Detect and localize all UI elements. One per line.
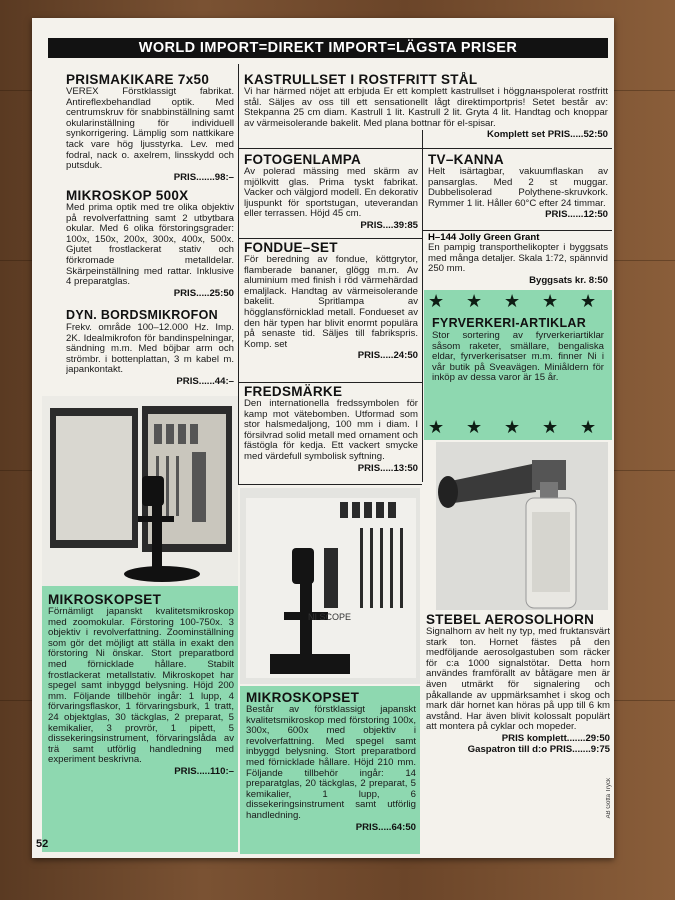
- tvkanna-body: Helt isärtagbar, vakuumflaskan av pansarglas. Med 2 st muggar. Dubbelisolerad Polythene-skruvkork. Rymmer 1 lit. Håller 60°C efter 24 timmar.: [428, 166, 608, 209]
- bordsmikrofon-price: PRIS......44:–: [176, 375, 234, 387]
- prismakikare-price: PRIS.......98:–: [173, 171, 234, 183]
- star-icon: ★: [504, 291, 521, 311]
- mikroskopset-mid-title: MIKROSKOPSET: [246, 690, 360, 705]
- mikroskopset-mid-ad: [246, 690, 416, 852]
- fredsmarke-price: PRIS.....13:50: [357, 462, 418, 474]
- fyrverkeri-ad: [432, 316, 604, 416]
- fotogenlampa-ad: [244, 152, 418, 238]
- kastrullset-body: Vi har härmed nöjet att erbjuda Er ett komplett kastrullset i höggланspolerat rostfritt stål. Säljes av oss till ett sensationellt lågt direktimportpris! Setet består av: Stekpanna 25 cm diam. Kastrull 1 lit. Kastrull 2 lit. Gryta 4 lit. Handtag och knoppar av värmeisolerande bakelit. Med plana bottnar för el-spisar.: [244, 86, 608, 129]
- column-divider: [422, 130, 423, 482]
- star-icon: ★: [580, 291, 597, 311]
- mikroskop500x-ad: [66, 188, 234, 308]
- page-number: 52: [36, 838, 49, 850]
- kastrullset-price: Komplett set PRIS.....52:50: [486, 129, 608, 141]
- star-icon: ★: [466, 417, 483, 437]
- star-icon: ★: [580, 417, 597, 437]
- gaspatron-price: Gaspatron till d:o PRIS.......9:75: [467, 743, 610, 755]
- mikroskop500x-price: PRIS.....25:50: [173, 287, 234, 299]
- column-divider: [238, 64, 239, 484]
- mikroskopset-left-body: Förnämligt japanskt kvalitetsmikroskop med zoomokular. Förstoring 100-750x. 3 objektiv i revolverfattning. Zoominställning som gör det möjligt att ställa in exakt den förstoring Ni önskar. Stort preparatbord med förnicklade hållare. Stabilt frostlackerat metallstativ. Mikroskopet har spegel samt inbyggd belysning. Höjd 200 mm. Följande tillbehör ingår: 1 lupp, 4 förvaringsflaskor, 1 förvaringsburk, 1 tratt, 24 objektglas, 30 täckglas, 2 preparat, 5 kemikalier, 3 provrör, 1 pipett, 5 dissekeringsinstrument, förvaringslåda av trä samt utförlig handledning med experiment beskrivna.: [48, 606, 234, 766]
- aerosolhorn-title: STEBEL AEROSOLHORN: [426, 612, 595, 627]
- microscope-set-photo: [240, 488, 420, 684]
- mikroskopset-mid-body: Består av förstklassigt japanskt kvalitetsmikroskop med förstoring 100x, 300x, 600x med objektiv i revolverfattning. Med spegel samt inbyggd belysning. Stort preparatbord med förnicklade hållare. Höjd 210 mm. Följande tillbehör ingår: 14 preparatglas, 20 täckglas, 2 preparat, 5 kemikalier, 1 lupp, 6 dissekeringsinstrument samt utförlig handledning.: [246, 704, 416, 821]
- aerosolhorn-body: Signalhorn av helt ny typ, med fruktansvärt stark ton. Hornet fästes på den medföljande aerosolgastuben som räcker för c:a 1000 signalstötar. Detta horn användes framförallt av båtägare men är även utmärkt för signalering och påkallande av uppmärksamhet i skog och mark där hornet kan höras på upp till 6 km avstånd. Har även blivit kolossalt populärt att montera på cyklar och mopeder.: [426, 626, 610, 733]
- fredsmarke-ad: [244, 384, 418, 484]
- fotogenlampa-price: PRIS....39:85: [360, 219, 418, 231]
- photo-label: NI SCOPE: [308, 612, 352, 622]
- prismakikare-ad: [66, 72, 234, 192]
- mikroskop500x-title: MIKROSKOP 500X: [66, 188, 189, 203]
- bordsmikrofon-title: DYN. BORDSMIKROFON: [66, 308, 218, 322]
- star-icon: ★: [542, 417, 559, 437]
- bordsmikrofon-body: Frekv. område 100–12.000 Hz. Imp. 2K. Idealmikrofon för bandinspelningar, sändning m.m. Med böjbar arm och strömbr. i bottenplattan, 3 m kabel m. japankontakt.: [66, 322, 234, 376]
- header-banner: WORLD IMPORT=DIREKT IMPORT=LÄGSTA PRISER: [48, 38, 608, 58]
- catalog-page: [32, 18, 614, 858]
- aerosolhorn-ad: [426, 612, 610, 828]
- fyrverkeri-box: [424, 290, 612, 440]
- fyrverkeri-body: Stor sortering av fyrverkeriartiklar såsom raketer, smällare, bengaliska eldar, fyrverkerisatser m.m. finner Ni i vår butik på Sveavägen. Miniåldern för inköp av dessa varor är 15 år.: [432, 330, 604, 384]
- tvkanna-price: PRIS......12:50: [545, 209, 608, 221]
- mikroskopset-mid-price: PRIS.....64:50: [355, 821, 416, 833]
- kastrullset-title: KASTRULLSET I ROSTFRITT STÅL: [244, 72, 478, 87]
- fredsmarke-title: FREDSMÄRKE: [244, 384, 343, 399]
- helikopter-ad: [428, 232, 608, 288]
- fondueset-price: PRIS.....24:50: [357, 350, 418, 362]
- prismakikare-body: VEREX Förstklassigt fabrikat. Antireflexbehandlad optik. Med centrumskruv för snabbinställning samt okularinställning för individuell synkorrigering. Lämplig som nattkikare tack vare hög ljusstyrka. Lev. med fodral, nack o. axelrem, linsskydd och putsduk.: [66, 86, 234, 172]
- aerosolhorn-price: PRIS komplett.......29:50: [501, 732, 610, 744]
- aerosol-horn-photo: [436, 442, 608, 610]
- microscope-case-photo: [42, 396, 238, 586]
- fredsmarke-body: Den internationella fredssymbolen för kamp mot vätebomben. Utformad som stor halsmedaljong, 100 mm i diam. I försilvrad solid metall med ornament och fästögla för kedja. Ett vackert smycke med värdefull symbolisk syftning.: [244, 398, 418, 462]
- fotogenlampa-body: Av polerad mässing med skärm av mjölkvitt glas. Prima tyskt fabrikat. Vacker och välgjord modell. En dekorativ ljuspunkt för sportstugan, uteverandan eller terrassen. Höjd 45 cm.: [244, 166, 418, 220]
- star-icon: ★: [504, 417, 521, 437]
- star-icon: ★: [428, 417, 445, 437]
- fondueset-body: För beredning av fondue, köttgrytor, flamberade bananer, glögg m.m. Av aluminium med finish i röd värmehärdad emaljlack. Handtag av värmeisolerande bakelit. Spritlampa av högglansförnicklad metall. Fondueset av den här typen har blivit enormt populära på senaste tid. Säljes till fabrikspris. Komp. set: [244, 254, 418, 350]
- mikroskopset-mid-box: [240, 686, 420, 854]
- helikopter-title: H–144 Jolly Green Grant: [428, 232, 540, 243]
- row-divider: [238, 148, 612, 149]
- fondueset-ad: [244, 240, 418, 382]
- star-icon: ★: [466, 291, 483, 311]
- bordsmikrofon-ad: [66, 308, 234, 398]
- row-divider: [422, 230, 612, 231]
- printer-credit: AB Gotta Tryck: [606, 777, 612, 818]
- mikroskopset-left-title: MIKROSKOPSET: [48, 592, 162, 607]
- tvkanna-ad: [428, 152, 608, 230]
- row-divider: [238, 382, 422, 383]
- star-icon: ★: [428, 291, 445, 311]
- tvkanna-title: TV–KANNA: [428, 152, 504, 167]
- helikopter-body: En pampig transporthelikopter i byggsats med många detaljer. Skala 1:72, spännvid 250 mm.: [428, 242, 608, 275]
- mikroskopset-left-price: PRIS.....110:–: [174, 765, 234, 777]
- mikroskop500x-body: Med prima optik med tre olika objektiv på revolverfattning samt 2 utbytbara okular. Med 6 olika förstoringsgrader: 100x, 150x, 200x, 300x, 400x, 500x. Gjutet frostlackerat stativ och förkromade metalldelar. Skärpeinställning med rattar. Inklusive 4 preparatglas.: [66, 202, 234, 288]
- mikroskopset-left-ad: [48, 592, 234, 850]
- fyrverkeri-title: FYRVERKERI-ARTIKLAR: [432, 316, 587, 330]
- kastrullset-ad: [244, 72, 608, 148]
- helikopter-price: Byggsats kr. 8:50: [529, 274, 608, 286]
- mikroskopset-left-box: [42, 586, 238, 852]
- star-icon: ★: [542, 291, 559, 311]
- row-divider: [238, 238, 422, 239]
- fondueset-title: FONDUE–SET: [244, 240, 338, 255]
- row-divider: [238, 484, 422, 485]
- prismakikare-title: PRISMAKIKARE 7x50: [66, 72, 210, 87]
- fotogenlampa-title: FOTOGENLAMPA: [244, 152, 362, 167]
